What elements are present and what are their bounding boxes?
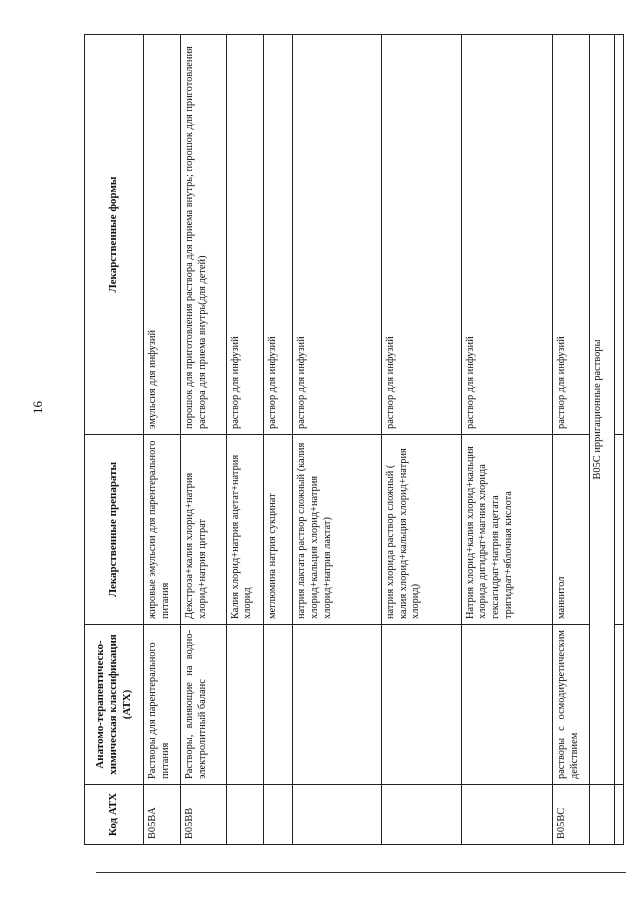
header-forms: Лекарственные формы <box>85 35 144 435</box>
table-row <box>144 35 181 845</box>
table-row <box>552 35 589 845</box>
drug-classification-table <box>84 34 624 845</box>
cell-drug: жировые эмульсии для парентерального питания <box>144 435 181 625</box>
cell-form: раствор для инфузий <box>461 35 552 435</box>
subgroup-code: B05C <box>591 455 603 480</box>
cell-classification <box>226 625 263 785</box>
page-number: 16 <box>30 401 45 414</box>
subgroup-heading <box>589 35 614 785</box>
table-row <box>293 35 382 845</box>
cell-form: раствор для инфузий <box>226 35 263 435</box>
cell-code <box>461 785 552 845</box>
cell-form: эмульсия для инфузий <box>144 35 181 435</box>
cell-form: раствор для инфузий <box>552 35 589 435</box>
cell-classification <box>614 625 623 785</box>
header-code: Код АТХ <box>85 785 144 845</box>
cell-code <box>263 785 293 845</box>
subgroup-row <box>589 35 614 845</box>
table-row <box>382 35 462 845</box>
cell-code: B05BA <box>144 785 181 845</box>
cell-form: раствор для инфузий <box>263 35 293 435</box>
cell-drug: меглюмина натрия сукцинат <box>263 435 293 625</box>
cell-classification <box>293 625 382 785</box>
cell-code: B05BC <box>552 785 589 845</box>
cell-drug <box>614 435 623 625</box>
cell-classification: Растворы для парентерального питания <box>144 625 181 785</box>
cell-drug: Калия хлорид+натрия ацетат+натрия хлорид <box>226 435 263 625</box>
cell-classification <box>461 625 552 785</box>
cell-classification <box>382 625 462 785</box>
cell-drug: Декстроза+калия хлорид+натрия хлорид+натрия цитрат <box>181 435 227 625</box>
cell-classification: растворы с осмодиуретическим действием <box>552 625 589 785</box>
cell-drug: Натрия хлорид+калия хлорид+кальция хлорида дигидрат+магния хлорида гексагидрат+натрия ацетата тригидрат+яблочная кислота <box>461 435 552 625</box>
cell-form: раствор для инфузий <box>293 35 382 435</box>
table-header-row <box>85 35 144 845</box>
cell-code: B05BB <box>181 785 227 845</box>
subgroup-label: ирригационные растворы <box>591 339 603 453</box>
cell-code <box>614 785 623 845</box>
table-row <box>461 35 552 845</box>
cell-classification <box>263 625 293 785</box>
header-drugs: Лекарственные препараты <box>85 435 144 625</box>
scan-edge-line <box>96 872 626 873</box>
cell-code <box>293 785 382 845</box>
cell-drug: натрия хлорида раствор сложный ( калия хлорид+кальция хлорид+натрия хлорид) <box>382 435 462 625</box>
cell-drug: натрия лактата раствор сложный (калия хлорид+кальция хлорид+натрия хлорид+натрия лактат) <box>293 435 382 625</box>
table-row <box>226 35 263 845</box>
cell-classification: Растворы, влияющие на водно-электролитный баланс <box>181 625 227 785</box>
drug-table-container <box>84 35 624 845</box>
cell-code <box>226 785 263 845</box>
header-classification: Анатомо-терапевтическо-химическая классификация (АТХ) <box>85 625 144 785</box>
cell-code <box>589 785 614 845</box>
table-row <box>614 35 623 845</box>
cell-drug: маннитол <box>552 435 589 625</box>
cell-code <box>382 785 462 845</box>
table-row <box>181 35 227 845</box>
cell-form <box>614 35 623 435</box>
table-row <box>263 35 293 845</box>
cell-form: раствор для инфузий <box>382 35 462 435</box>
cell-form: порошок для приготовления раствора для приема внутрь; порошок для приготовления раствора для приема внутрь(для детей) <box>181 35 227 435</box>
